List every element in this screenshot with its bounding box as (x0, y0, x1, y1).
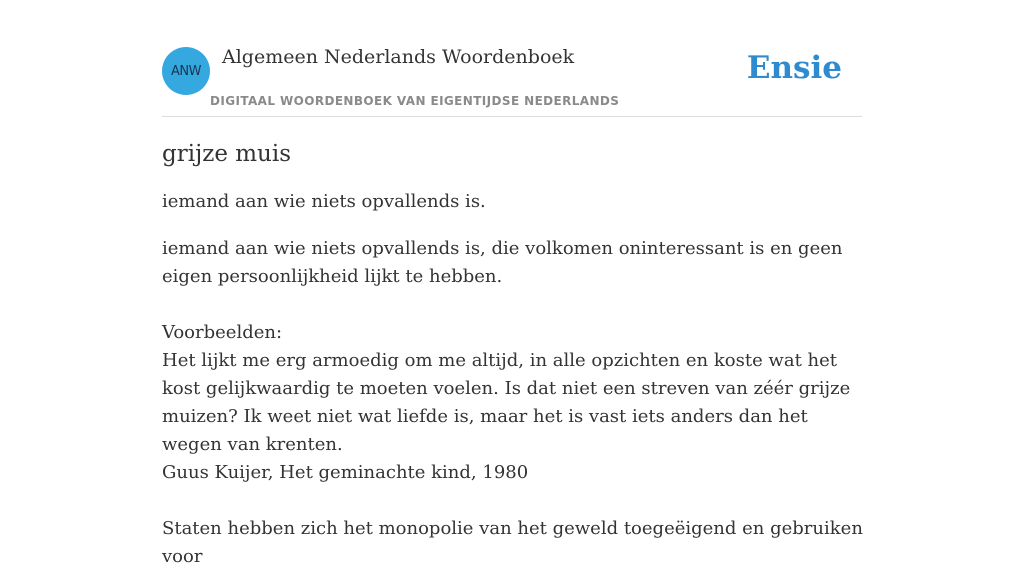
site-subtitle: DIGITAAL WOORDENBOEK VAN EIGENTIJDSE NEDERLANDS (210, 94, 620, 108)
anw-logo[interactable]: ANW (162, 47, 210, 95)
entry-term: grijze muis (162, 141, 292, 167)
example-text: Staten hebben zich het monopolie van het geweld toegeëigend en gebruiken voor (162, 518, 863, 567)
examples-label: Voorbeelden: (162, 322, 283, 343)
ensie-brand-logo[interactable]: Ensie (746, 50, 842, 86)
example-item (162, 347, 867, 487)
example-source: Guus Kuijer, Het geminachte kind, 1980 (162, 462, 529, 483)
site-header (162, 44, 862, 117)
long-definition: iemand aan wie niets opvallends is, die volkomen oninteressant is en geen eigen persoonlijkheid lijkt te hebben. (162, 238, 843, 287)
example-text: Het lijkt me erg armoedig om me altijd, in alle opzichten en koste wat het kost gelijkwaardig te moeten voelen. Is dat niet een streven van zéér grijze muizen? Ik weet niet wat liefde is, maar het is vast iets anders dan het wegen van krenten. (162, 350, 851, 455)
site-title[interactable]: Algemeen Nederlands Woordenboek (222, 46, 575, 68)
short-definition: iemand aan wie niets opvallends is. (162, 191, 486, 212)
entry-content (162, 138, 867, 571)
example-item (162, 515, 867, 571)
